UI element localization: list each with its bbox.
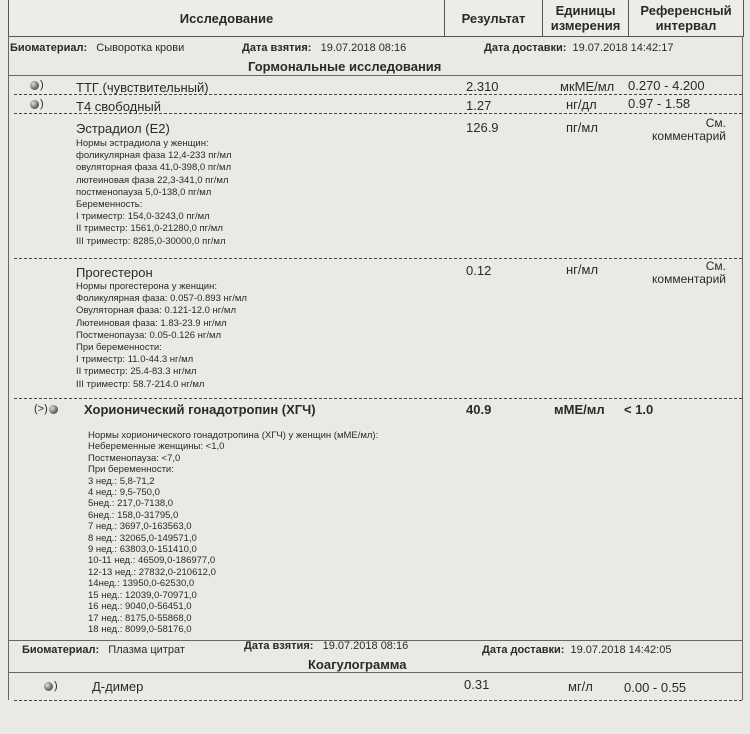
row-divider [14,94,742,95]
units-hcg: мМЕ/мл [554,402,605,417]
header-reference: Референсный интервал [640,3,732,33]
biomaterial-label: Биоматериал: [10,42,88,54]
table-header [8,0,744,37]
result-estradiol: 126.9 [466,120,499,135]
ref-t4: 0.97 - 1.58 [628,96,691,111]
ref-tsh: 0.270 - 4.200 [628,78,705,93]
biomaterial-value: Плазма цитрат [108,644,185,656]
left-border [8,36,9,700]
row-divider [14,258,742,259]
test-name-hcg: Хорионический гонадотропин (ХГЧ) [84,402,316,417]
taken-date-2 [244,640,408,652]
delivery-date-2 [482,644,671,656]
biomaterial-1 [10,42,184,54]
biomaterial-2 [22,644,185,656]
delivered-value: 19.07.2018 14:42:05 [570,644,672,656]
header-study: Исследование [9,0,445,36]
test-name-ddimer: Д-димер [92,679,144,694]
biomaterial-value: Сыворотка крови [96,42,185,54]
units-progesterone: нг/мл [566,262,599,277]
units-ddimer: мг/л [568,679,593,694]
ref-ddimer: 0.00 - 0.55 [624,680,687,695]
delivered-value: 19.07.2018 14:42:17 [572,42,674,54]
taken-date-1 [242,42,406,54]
ref-estradiol: См. комментарий [652,116,726,143]
result-t4: 1.27 [466,98,492,113]
note-estradiol: Нормы эстрадиола у женщин: фоликулярная фаза 12,4-233 пг/мл овуляторная фаза 41,0-398,0 пг/мл лютеиновая фаза 22,3-341,0 пг/мл постменопауза 5,0-138,0 пг/мл Беременность: I триместр: 154,0-3243,0 пг/мл II триместр: 1561,0-21280,0 пг/мл III триместр: 8285,0-30000,0 пг/мл [76,138,232,247]
divider [8,75,742,76]
section-title-hormones: Гормональные исследования [248,59,442,74]
ref-hcg: < 1.0 [624,402,654,417]
status-dot-icon [30,100,39,109]
units-tsh: мкМЕ/мл [560,79,615,94]
right-border [742,36,743,700]
result-tsh: 2.310 [466,79,499,94]
flag-tsh: ) [30,79,44,91]
units-t4: нг/дл [566,97,597,112]
divider [8,672,742,673]
flag-t4: ) [30,98,44,110]
test-name-progesterone: Прогестерон [76,265,153,280]
taken-value: 19.07.2018 08:16 [322,640,409,652]
ref-progesterone: См. комментарий [652,259,726,286]
header-result: Результат [445,0,543,36]
header-units: Единицы измерения [543,0,629,36]
status-dot-icon [49,405,58,414]
delivery-date-1 [484,42,673,54]
result-progesterone: 0.12 [466,263,492,278]
delivered-label: Дата доставки: [482,644,565,656]
row-divider [14,700,742,701]
units-estradiol: пг/мл [566,120,598,135]
test-name-t4: Т4 свободный [76,99,162,114]
delivered-label: Дата доставки: [484,42,567,54]
flag-hcg: (>) [34,403,58,415]
note-progesterone: Нормы прогестерона у женщин: Фоликулярная фаза: 0.057-0.893 нг/мл Овуляторная фаза: 0.121-12.0 нг/мл Лютеиновая фаза: 1.83-23.9 нг/мл Постменопаузa: 0.05-0.126 нг/мл При беременности: I триместр: 11.0-44.3 нг/мл II триместр: 25.4-83.3 нг/мл III триместр: 58.7-214.0 нг/мл [76,281,247,390]
note-hcg: Нормы хорионического гонадотропина (ХГЧ) у женщин (мМЕ/мл): Небеременные женщины: <1,0 Постменопауза: <7,0 При беременности: 3 нед.: 5,8-71,2 4 нед.: 9,5-750,0 5нед.: 217,0-7138,0 6нед.: 158,0-31795,0 7 нед.: 3697,0-163563,0 8 нед.: 32065,0-149571,0 9 нед.: 63803,0-151410,0 10-11 нед.: 46509,0-186977,0 12-13 нед.: 27832,0-210612,0 14нед.: 13950,0-62530,0 15 нед.: 12039,0-70971,0 16 нед.: 9040,0-56451,0 17 нед.: 8175,0-55868,0 18 нед.: 8099,0-58176,0 [88,430,379,635]
taken-label: Дата взятия: [244,640,314,652]
section-title-coagulogram: Коагулограмма [308,657,407,672]
taken-value: 19.07.2018 08:16 [320,42,407,54]
status-dot-icon [30,81,39,90]
biomaterial-label: Биоматериал: [22,644,100,656]
test-name-tsh: ТТГ (чувствительный) [76,80,209,95]
test-name-estradiol: Эстрадиол (Е2) [76,121,170,136]
result-ddimer: 0.31 [464,677,490,692]
row-divider [14,398,742,399]
result-hcg: 40.9 [466,402,492,417]
taken-label: Дата взятия: [242,42,312,54]
status-dot-icon [44,682,53,691]
flag-ddimer: ) [44,680,58,692]
row-divider [14,113,742,114]
